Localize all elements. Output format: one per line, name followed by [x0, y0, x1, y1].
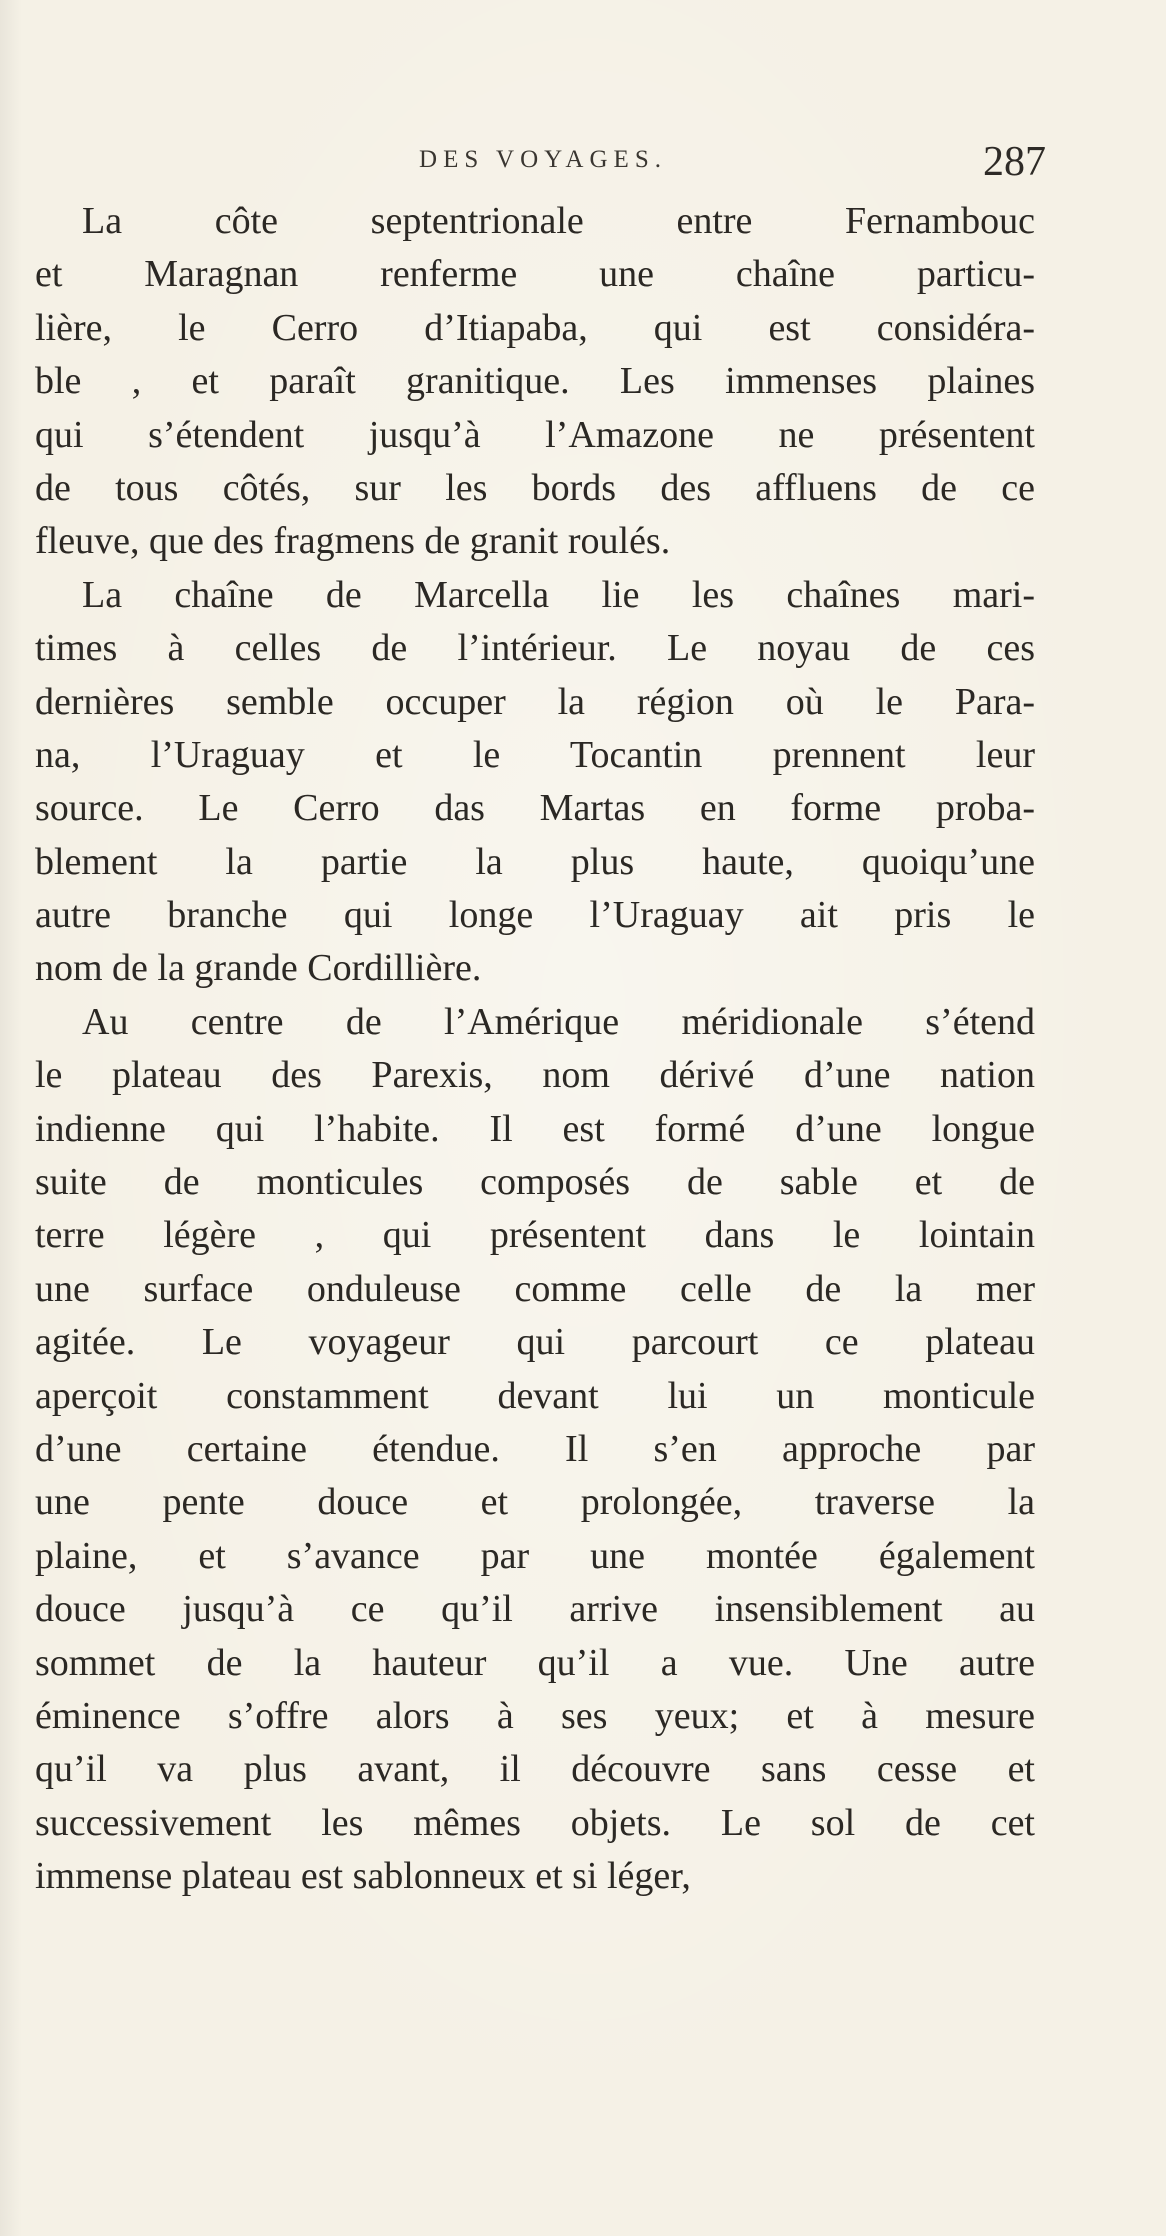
text-line: terre légère , qui présentent dans le lointain [35, 1214, 1035, 1257]
text-line: suite de monticules composés de sable et de [35, 1161, 1035, 1204]
text-line: plaine, et s’avance par une montée également [35, 1534, 1035, 1577]
text-line: na, l’Uraguay et le Tocantin prennent leur [35, 733, 1035, 776]
text-line: une pente douce et prolongée, traverse la [35, 1481, 1035, 1524]
text-line: immense plateau est sablonneux et si léger, [35, 1855, 691, 1898]
text-line: de tous côtés, sur les bords des affluens de ce [35, 466, 1035, 509]
paragraph-2 [35, 569, 1035, 996]
page-number: 287 [983, 139, 1046, 185]
text-line: d’une certaine étendue. Il s’en approche par [35, 1427, 1035, 1470]
text-line: La chaîne de Marcella lie les chaînes mari- [82, 573, 1035, 616]
text-line: agitée. Le voyageur qui parcourt ce plateau [35, 1321, 1035, 1364]
text-line: source. Le Cerro das Martas en forme proba- [35, 787, 1035, 830]
text-line: dernières semble occuper la région où le Para- [35, 680, 1035, 723]
text-line: qu’il va plus avant, il découvre sans cesse et [35, 1748, 1035, 1791]
text-line: nom de la grande Cordillière. [35, 947, 482, 990]
text-line: La côte septentrionale entre Fernambouc [82, 200, 1035, 242]
body-text [35, 195, 1035, 1904]
text-line: le plateau des Parexis, nom dérivé d’une nation [35, 1054, 1035, 1097]
text-line: fleuve, que des fragmens de granit roulés. [35, 520, 671, 563]
text-line: successivement les mêmes objets. Le sol de cet [35, 1801, 1035, 1844]
paragraph-1 [35, 195, 1035, 569]
text-line: blement la partie la plus haute, quoiqu’une [35, 840, 1035, 883]
running-title: DES VOYAGES. [419, 146, 667, 173]
text-line: aperçoit constamment devant lui un monticule [35, 1374, 1035, 1417]
paragraph-3 [35, 996, 1035, 1904]
text-line: autre branche qui longe l’Uraguay ait pris le [35, 894, 1035, 937]
text-line: une surface onduleuse comme celle de la mer [35, 1267, 1035, 1310]
text-line: Au centre de l’Amérique méridionale s’étend [82, 1000, 1035, 1043]
text-line: times à celles de l’intérieur. Le noyau de ces [35, 627, 1035, 670]
text-line: et Maragnan renferme une chaîne particu- [35, 253, 1035, 296]
text-line: lière, le Cerro d’Itiapaba, qui est considéra- [35, 306, 1035, 349]
text-line: ble , et paraît granitique. Les immenses plaines [35, 360, 1035, 403]
text-line: douce jusqu’à ce qu’il arrive insensiblement au [35, 1588, 1035, 1631]
text-line: sommet de la hauteur qu’il a vue. Une autre [35, 1641, 1035, 1684]
text-line: qui s’étendent jusqu’à l’Amazone ne présentent [35, 413, 1035, 456]
text-line: indienne qui l’habite. Il est formé d’une longue [35, 1107, 1035, 1150]
text-line: éminence s’offre alors à ses yeux; et à mesure [35, 1694, 1035, 1737]
running-head [60, 139, 1046, 190]
